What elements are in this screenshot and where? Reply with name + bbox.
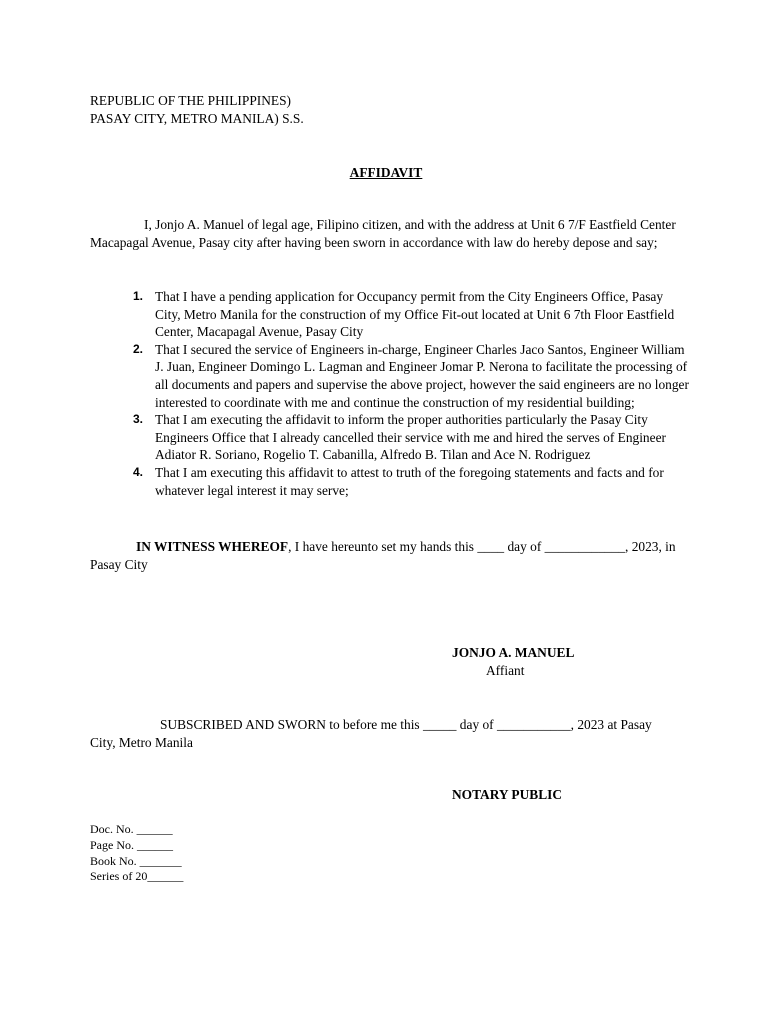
affiant-name: JONJO A. MANUEL — [452, 645, 575, 660]
notary-public-label: NOTARY PUBLIC — [452, 787, 563, 802]
list-item-number: 4. — [133, 464, 144, 479]
witness-heading: IN WITNESS WHEREOF — [136, 539, 289, 554]
list-item-text: That I am executing this affidavit to attest to truth of the foregoing statements and facts and for whatever legal interest it may serve; — [155, 464, 664, 498]
list-item-number: 1. — [133, 289, 144, 303]
witness-paragraph — [90, 538, 680, 573]
affiant-label: Affiant — [486, 663, 525, 678]
list-item — [90, 288, 690, 341]
document-title: AFFIDAVIT — [349, 165, 423, 180]
venue-line-city: PASAY CITY, METRO MANILA) S.S. — [90, 110, 304, 126]
doc-no: Doc. No. ______ — [90, 822, 173, 836]
list-item-number: 3. — [133, 412, 144, 427]
page-no: Page No. ______ — [90, 837, 173, 852]
list-item-text: That I have a pending application for Occupancy permit from the City Engineers Office, Pasay City, Metro Manila for the construction of my Office Fit-out located at Unit 6 7th Floor Eastfield Center, Macapagal Avenue, Pasay City — [155, 289, 675, 340]
intro-paragraph: I, Jonjo A. Manuel of legal age, Filipino citizen, and with the address at Unit 6 7/F Eastfield Center Macapagal Avenue, Pasay city after having been sworn in accordance with law do hereby depose and say; — [90, 217, 676, 250]
witness-text: , I have hereunto set my hands this ____ day of ____________, 2023, in Pasay City — [90, 539, 676, 572]
jurat-paragraph: SUBSCRIBED AND SWORN to before me this _____ day of ___________, 2023 at Pasay City, Metro Manila — [90, 717, 652, 750]
list-item-text: That I am executing the affidavit to inform the proper authorities particularly the Pasay City Engineers Office that I already cancelled their service with me and hired the serves of Engineer Adiator R. Soriano, Rogelio T. Cabanilla, Alfredo B. Tilan and Ace N. Rodriguez — [155, 412, 666, 463]
venue-block — [90, 92, 304, 127]
list-item — [90, 464, 690, 499]
list-item — [90, 341, 690, 411]
list-item-text: That I secured the service of Engineers in-charge, Engineer Charles Jaco Santos, Engineer William J. Juan, Engineer Domingo L. Lagman and Engineer Jomar P. Nerona to facilitate the processing of all documents and papers and supervise the above project, however the said engineers are no longer interested to coordinate with me and continue the construction of my residential building; — [155, 341, 689, 410]
statement-list — [90, 288, 690, 499]
book-no: Book No. _______ — [90, 853, 182, 868]
notarial-register-block — [90, 822, 183, 885]
venue-line-republic: REPUBLIC OF THE PHILIPPINES) — [90, 93, 292, 108]
list-item-number: 2. — [133, 341, 144, 356]
series-of: Series of 20______ — [90, 869, 184, 884]
list-item — [90, 411, 690, 464]
